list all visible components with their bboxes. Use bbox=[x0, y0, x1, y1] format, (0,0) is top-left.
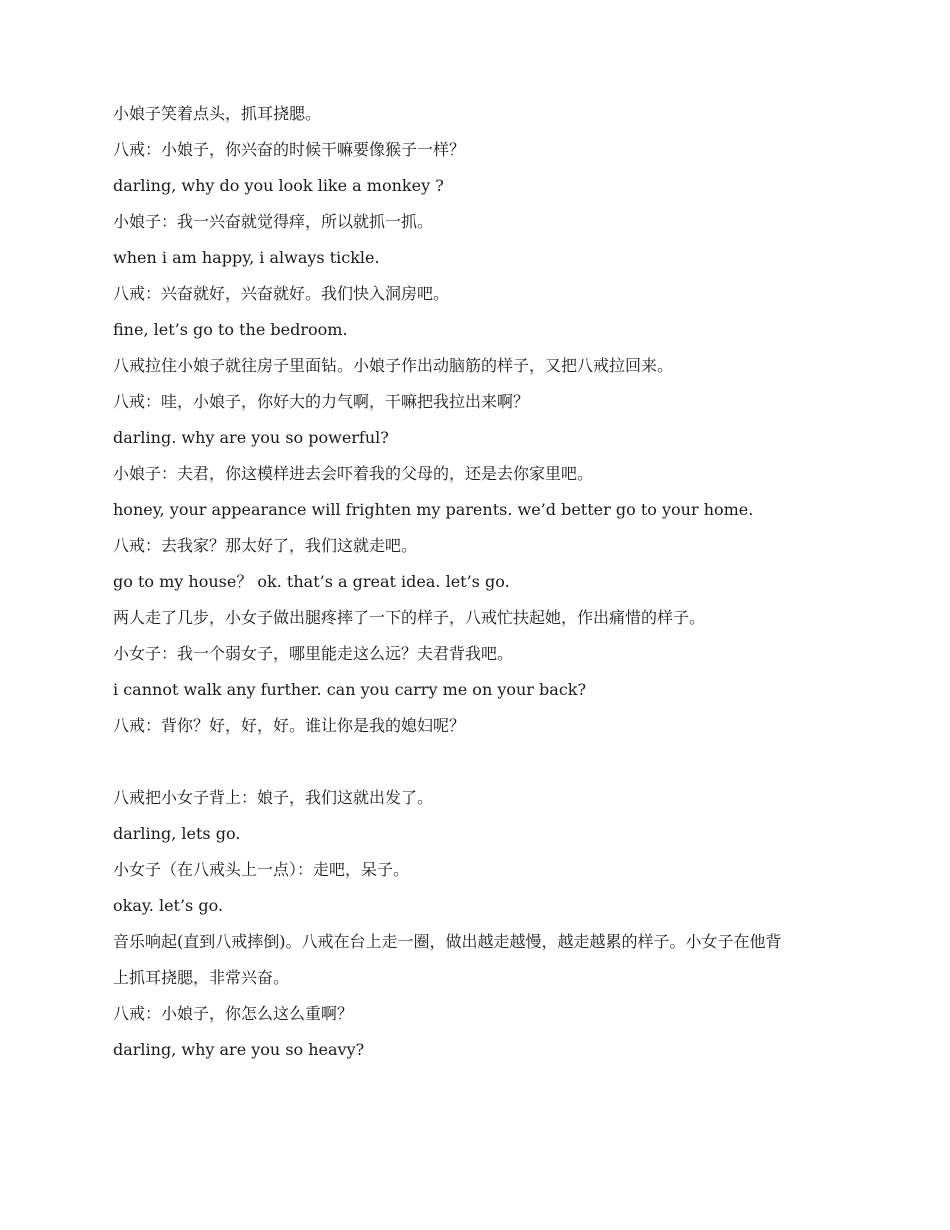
text-line: honey, your appearance will frighten my parents. we’d better go to your home. bbox=[113, 500, 754, 519]
text-line: go to my house？ ok. that’s a great idea. let’s go. bbox=[113, 572, 510, 591]
text-line: darling, why do you look like a monkey ? bbox=[113, 176, 444, 195]
text-line: darling, lets go. bbox=[113, 824, 241, 843]
document-page bbox=[113, 104, 843, 1076]
text-line: 小娘子：夫君，你这模样进去会吓着我的父母的，还是去你家里吧。 bbox=[113, 464, 594, 483]
text-line: 八戒：哇，小娘子，你好大的力气啊，干嘛把我拉出来啊？ bbox=[113, 392, 530, 411]
text-line: 八戒：去我家？那太好了，我们这就走吧。 bbox=[113, 536, 418, 555]
text-line: darling. why are you so powerful? bbox=[113, 428, 389, 447]
text-line: 小娘子笑着点头，抓耳挠腮。 bbox=[113, 104, 322, 123]
text-line: 八戒：小娘子，你怎么这么重啊？ bbox=[113, 1004, 354, 1023]
text-line: 八戒：小娘子，你兴奋的时候干嘛要像猴子一样？ bbox=[113, 140, 466, 159]
text-line: 两人走了几步，小女子做出腿疼摔了一下的样子，八戒忙扶起她，作出痛惜的样子。 bbox=[113, 608, 706, 627]
text-line: 小女子：我一个弱女子，哪里能走这么远？夫君背我吧。 bbox=[113, 644, 514, 663]
text-line: i cannot walk any further. can you carry me on your back? bbox=[113, 680, 587, 699]
text-line: fine, let’s go to the bedroom. bbox=[113, 320, 348, 339]
text-line: 八戒拉住小娘子就往房子里面钻。小娘子作出动脑筋的样子，又把八戒拉回来。 bbox=[113, 356, 674, 375]
text-line: okay. let’s go. bbox=[113, 896, 224, 915]
text-line: darling, why are you so heavy? bbox=[113, 1040, 365, 1059]
text-line: 八戒：兴奋就好，兴奋就好。我们快入洞房吧。 bbox=[113, 284, 450, 303]
text-line: 小女子（在八戒头上一点）：走吧，呆子。 bbox=[113, 860, 410, 879]
blank-line bbox=[113, 752, 843, 788]
text-line: when i am happy, i always tickle. bbox=[113, 248, 380, 267]
text-line: 八戒把小女子背上：娘子，我们这就出发了。 bbox=[113, 788, 434, 807]
text-line: 八戒：背你？好，好，好。谁让你是我的媳妇呢？ bbox=[113, 716, 466, 735]
text-line: 上抓耳挠腮，非常兴奋。 bbox=[113, 968, 290, 987]
text-line: 小娘子：我一兴奋就觉得痒，所以就抓一抓。 bbox=[113, 212, 434, 231]
text-line: 音乐响起(直到八戒摔倒)。八戒在台上走一圈，做出越走越慢，越走越累的样子。小女子在他背 bbox=[113, 932, 782, 951]
